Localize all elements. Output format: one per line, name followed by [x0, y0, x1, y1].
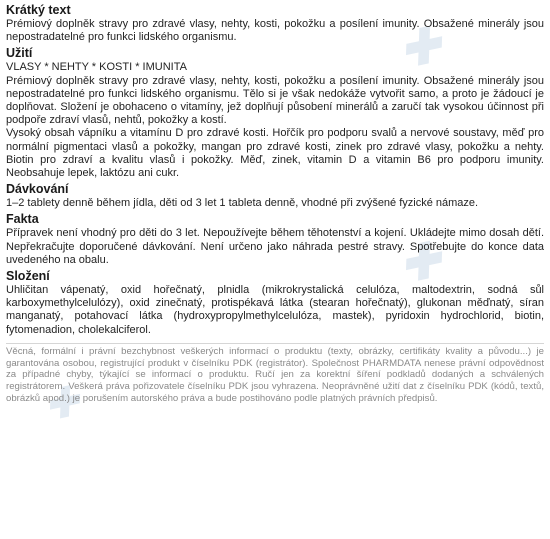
- watermark-mark: ✚: [394, 231, 446, 295]
- section-text: Vysoký obsah vápníku a vitamínu D pro zdravé kosti. Hořčík pro podporu svalů a nervové soustavy, měď pro normální pigmentaci vlasů a pokožky, mangan pro zdravé kosti, zinek pro zdravé vlasy, pokožku a nehty. Biotin pro zdraví a kvalitu vlasů i pokožky. Měď, zinek, vitamin D a vitamin B6 pro podporu imunity. Neobsahuje lepek, laktózu ani cukr.: [6, 127, 544, 180]
- disclaimer-text: Věcná, formální i právní bezchybnost veškerých informací o produktu (texty, obrázky, certifikáty kvality a původu...) je garantována osobou, registrující produkt v číselníku PDK (registrátor). Společnost PHARMDATA nenese právní odpovědnost za případné chyby, týkající se informací o produktu. Ručí jen za korektní šíření podkladů dodaných a schválených registrátorem. Veškerá práva pořizovatele číselníku PDK jsou vyhrazena. Neoprávněné užití dat z číselníku PDK (kódů, textů, obrázků apod.) je porušením autorského práva a bude postihováno podle platných právních předpisů.: [6, 345, 544, 405]
- disclaimer: [6, 343, 544, 405]
- section-kratky-text: [6, 3, 544, 44]
- section-fakta: [6, 212, 544, 267]
- section-uziti: [6, 46, 544, 180]
- section-heading: Dávkování: [6, 182, 69, 197]
- watermark-mark: ✚: [40, 377, 84, 430]
- watermark-mark: ✚: [394, 16, 446, 80]
- section-tagline: VLASY * NEHTY * KOSTI * IMUNITA: [6, 61, 187, 74]
- section-davkovani: [6, 182, 544, 210]
- section-text: Prémiový doplněk stravy pro zdravé vlasy, nehty, kosti, pokožku a posílení imunity. Obsažené minerály jsou nepostradatelné pro funkci lidského organismu. Tělo si je však nedokáže vytvořit samo, a proto je žádoucí je doplňovat. Složení je obohaceno o vitamíny, jež doplňují působení minerálů a zaručí tak vysokou účinnost při podpoře zdraví vlasů, nehtů, pokožky a kostí.: [6, 74, 544, 127]
- section-text: Přípravek není vhodný pro děti do 3 let. Nepoužívejte během těhotenství a kojení. Ukládejte mimo dosah dětí. Nepřekračujte doporučené dávkování. Není určeno jako náhrada pestré stravy. Spotřebujte do konce data uvedeného na obalu.: [6, 227, 544, 266]
- section-heading: Krátký text: [6, 3, 71, 17]
- section-heading: Fakta: [6, 212, 39, 227]
- product-info: [6, 3, 544, 405]
- section-heading: Složení: [6, 269, 50, 284]
- section-text: Prémiový doplněk stravy pro zdravé vlasy, nehty, kosti, pokožku a posílení imunity. Obsažené minerály jsou nepostradatelné pro funkci lidského organismu.: [6, 18, 544, 44]
- section-text: Uhličitan vápenatý, oxid hořečnatý, plnidla (mikrokrystalická celulóza, maltodextrin, sodná sůl karboxymethylcelulózy), oxid zinečnatý, protispékavá látka (stearan hořečnatý), glukonan měďnatý, síran manganatý, potahovací látka (hydroxypropylmethylcelulóza, mastek), pyridoxin hydrochlorid, biotin, fytomenadion, cholekalciferol.: [6, 284, 544, 336]
- section-text: 1–2 tablety denně během jídla, děti od 3 let 1 tableta denně, vhodné při zvýšené fyzické námaze.: [6, 197, 479, 210]
- section-slozeni: [6, 269, 544, 337]
- section-heading: Užití: [6, 46, 33, 61]
